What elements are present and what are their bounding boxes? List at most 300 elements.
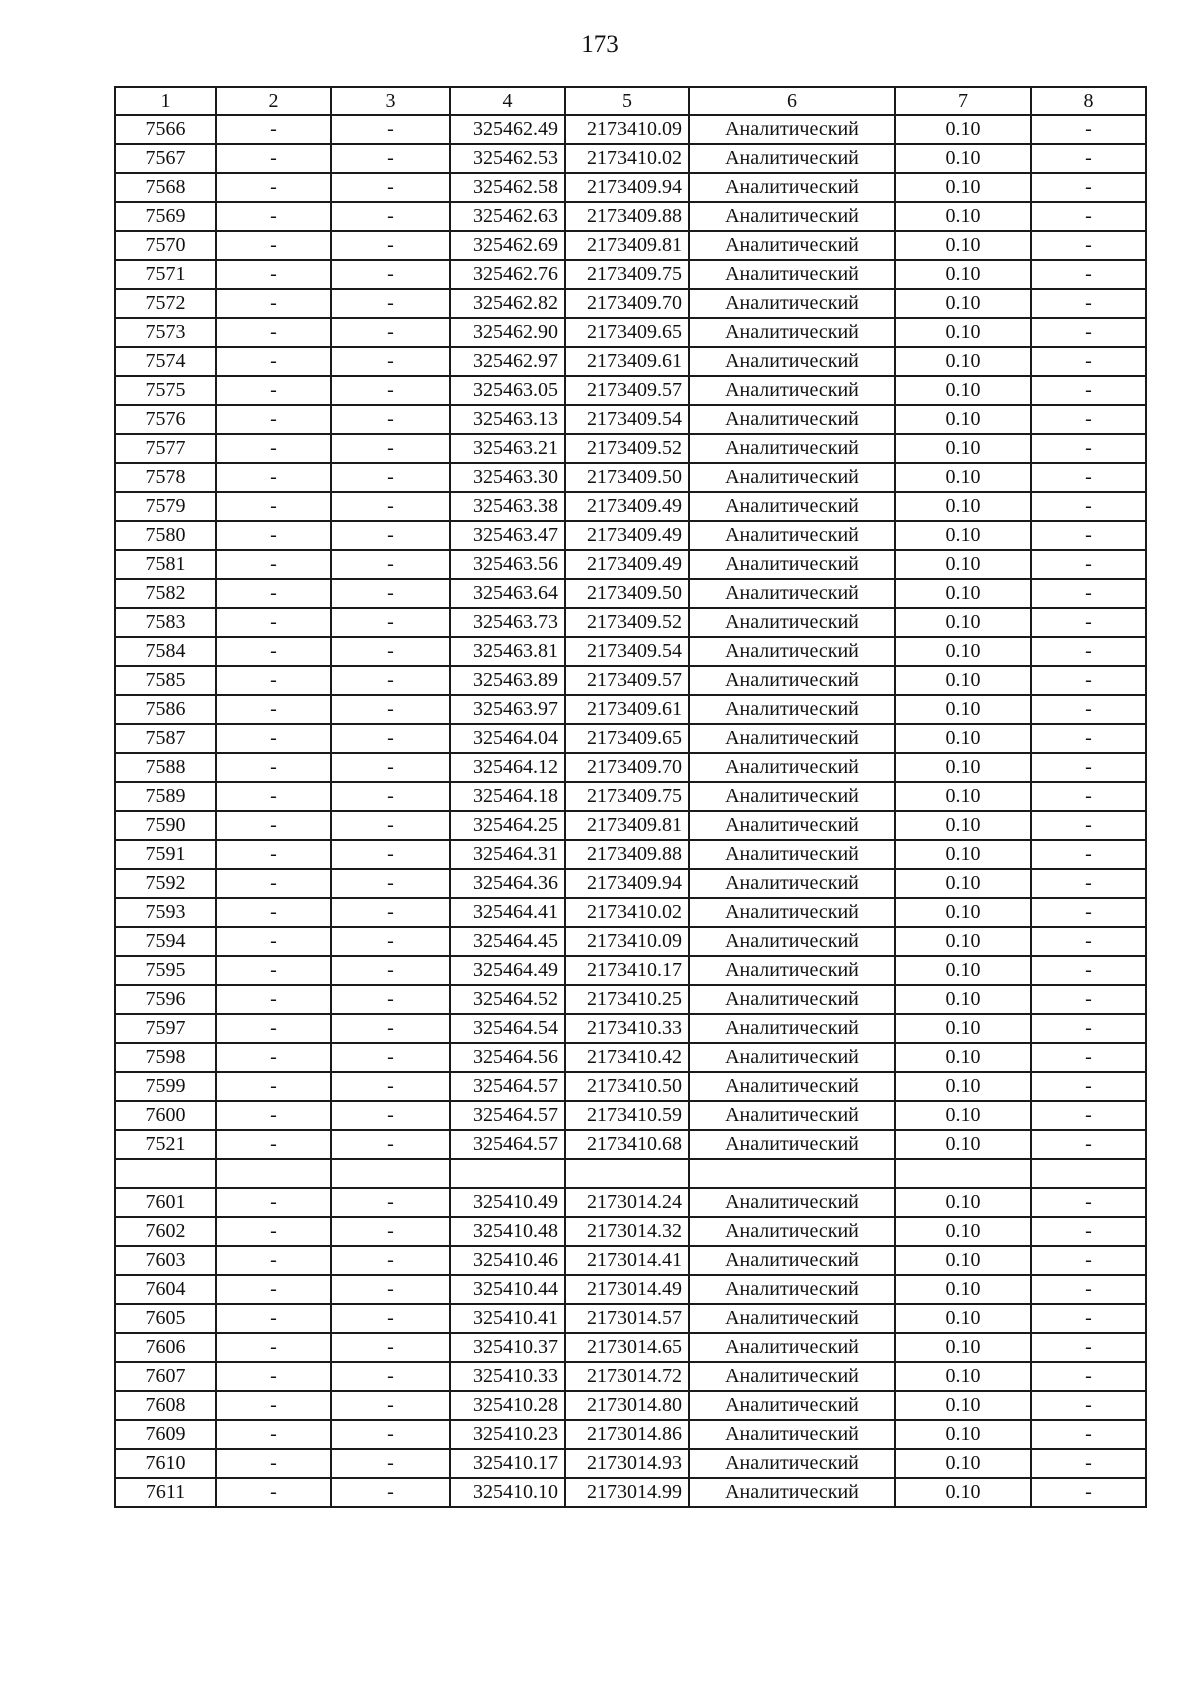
cell-col-3: -: [331, 1014, 450, 1043]
cell-coord-x: 325410.41: [450, 1304, 565, 1333]
table-row: [115, 1159, 1146, 1188]
table-row: [115, 724, 1146, 753]
cell-col-2: -: [216, 115, 331, 144]
cell-method: Аналитический: [689, 579, 895, 608]
cell-point-number: 7585: [115, 666, 216, 695]
table-row: [115, 376, 1146, 405]
column-header-1: 1: [115, 87, 216, 115]
table-row: [115, 492, 1146, 521]
cell-coord-x: 325410.33: [450, 1362, 565, 1391]
cell-col-3: -: [331, 1188, 450, 1217]
cell-accuracy: 0.10: [895, 318, 1031, 347]
cell-coord-x: 325464.36: [450, 869, 565, 898]
cell-point-number: 7598: [115, 1043, 216, 1072]
cell-col-2: -: [216, 1478, 331, 1507]
cell-method: Аналитический: [689, 318, 895, 347]
cell-point-number: 7604: [115, 1275, 216, 1304]
cell-coord-x: 325463.13: [450, 405, 565, 434]
cell-accuracy: 0.10: [895, 289, 1031, 318]
cell-col-8: -: [1031, 1304, 1146, 1333]
cell-col-2: -: [216, 318, 331, 347]
table-row: [115, 1449, 1146, 1478]
cell-accuracy: 0.10: [895, 637, 1031, 666]
cell-coord-x: 325410.49: [450, 1188, 565, 1217]
cell-method: Аналитический: [689, 463, 895, 492]
cell-coord-x: 325464.56: [450, 1043, 565, 1072]
cell-accuracy: 0.10: [895, 231, 1031, 260]
cell-accuracy: 0.10: [895, 173, 1031, 202]
cell-col-2: -: [216, 811, 331, 840]
cell-method: Аналитический: [689, 434, 895, 463]
cell-coord-x: 325462.63: [450, 202, 565, 231]
table-row: [115, 695, 1146, 724]
cell-method: Аналитический: [689, 173, 895, 202]
cell-col-8: -: [1031, 231, 1146, 260]
cell-point-number: 7567: [115, 144, 216, 173]
table-row: [115, 231, 1146, 260]
cell-coord-y: 2173409.49: [565, 550, 689, 579]
cell-coord-y: 2173410.68: [565, 1130, 689, 1159]
table-row: [115, 463, 1146, 492]
cell-accuracy: 0.10: [895, 202, 1031, 231]
cell-method: Аналитический: [689, 724, 895, 753]
cell-col-2: -: [216, 1362, 331, 1391]
cell-point-number: 7595: [115, 956, 216, 985]
cell-point-number: 7579: [115, 492, 216, 521]
cell-coord-y: 2173409.49: [565, 521, 689, 550]
cell-coord-y: 2173409.50: [565, 579, 689, 608]
cell-col-3: [331, 1159, 450, 1188]
table-row: [115, 202, 1146, 231]
cell-col-3: -: [331, 1043, 450, 1072]
table-row: [115, 318, 1146, 347]
cell-col-2: -: [216, 1014, 331, 1043]
table-row: [115, 1304, 1146, 1333]
cell-coord-y: 2173409.57: [565, 376, 689, 405]
table-row: [115, 840, 1146, 869]
cell-col-8: -: [1031, 405, 1146, 434]
cell-method: Аналитический: [689, 782, 895, 811]
cell-col-8: -: [1031, 637, 1146, 666]
cell-col-2: -: [216, 231, 331, 260]
table-row: [115, 289, 1146, 318]
cell-point-number: 7601: [115, 1188, 216, 1217]
cell-method: Аналитический: [689, 347, 895, 376]
cell-method: Аналитический: [689, 1304, 895, 1333]
cell-coord-x: 325464.45: [450, 927, 565, 956]
cell-col-8: -: [1031, 666, 1146, 695]
cell-coord-x: 325463.38: [450, 492, 565, 521]
cell-col-2: -: [216, 1333, 331, 1362]
cell-coord-y: 2173014.41: [565, 1246, 689, 1275]
cell-col-8: -: [1031, 956, 1146, 985]
cell-method: Аналитический: [689, 1217, 895, 1246]
cell-point-number: 7608: [115, 1391, 216, 1420]
cell-coord-y: 2173409.65: [565, 318, 689, 347]
cell-col-2: -: [216, 173, 331, 202]
cell-coord-x: 325464.57: [450, 1130, 565, 1159]
cell-col-8: -: [1031, 1188, 1146, 1217]
cell-point-number: 7588: [115, 753, 216, 782]
table-row: [115, 1101, 1146, 1130]
cell-point-number: 7587: [115, 724, 216, 753]
table-row: [115, 434, 1146, 463]
cell-accuracy: 0.10: [895, 840, 1031, 869]
cell-col-3: -: [331, 1130, 450, 1159]
cell-col-8: -: [1031, 927, 1146, 956]
cell-coord-y: 2173014.80: [565, 1391, 689, 1420]
cell-col-2: -: [216, 550, 331, 579]
cell-accuracy: 0.10: [895, 782, 1031, 811]
cell-col-2: -: [216, 463, 331, 492]
cell-accuracy: 0.10: [895, 1101, 1031, 1130]
cell-point-number: 7599: [115, 1072, 216, 1101]
cell-coord-y: 2173409.50: [565, 463, 689, 492]
cell-coord-x: 325464.57: [450, 1101, 565, 1130]
cell-accuracy: 0.10: [895, 1246, 1031, 1275]
cell-col-3: -: [331, 753, 450, 782]
cell-point-number: 7607: [115, 1362, 216, 1391]
cell-point-number: 7603: [115, 1246, 216, 1275]
cell-col-8: -: [1031, 521, 1146, 550]
cell-coord-y: 2173410.09: [565, 927, 689, 956]
cell-col-8: -: [1031, 1449, 1146, 1478]
cell-coord-x: 325464.52: [450, 985, 565, 1014]
cell-col-2: -: [216, 985, 331, 1014]
column-header-5: 5: [565, 87, 689, 115]
cell-coord-x: [450, 1159, 565, 1188]
cell-accuracy: 0.10: [895, 1333, 1031, 1362]
cell-method: Аналитический: [689, 521, 895, 550]
cell-col-3: -: [331, 1275, 450, 1304]
page-number: 173: [581, 31, 619, 58]
cell-coord-y: 2173409.70: [565, 289, 689, 318]
cell-accuracy: 0.10: [895, 376, 1031, 405]
cell-coord-y: 2173409.75: [565, 260, 689, 289]
table-row: [115, 1391, 1146, 1420]
cell-coord-x: 325463.64: [450, 579, 565, 608]
cell-point-number: 7583: [115, 608, 216, 637]
cell-point-number: 7570: [115, 231, 216, 260]
cell-col-8: -: [1031, 289, 1146, 318]
cell-point-number: 7573: [115, 318, 216, 347]
cell-col-3: -: [331, 724, 450, 753]
cell-col-2: -: [216, 1275, 331, 1304]
cell-col-8: -: [1031, 463, 1146, 492]
table-row: [115, 173, 1146, 202]
cell-col-3: -: [331, 260, 450, 289]
cell-col-8: -: [1031, 1014, 1146, 1043]
cell-col-3: -: [331, 376, 450, 405]
cell-col-3: -: [331, 637, 450, 666]
cell-col-8: -: [1031, 260, 1146, 289]
cell-method: Аналитический: [689, 898, 895, 927]
cell-col-2: -: [216, 202, 331, 231]
cell-coord-x: 325464.57: [450, 1072, 565, 1101]
cell-col-8: -: [1031, 1101, 1146, 1130]
cell-col-3: -: [331, 956, 450, 985]
cell-accuracy: 0.10: [895, 463, 1031, 492]
cell-col-3: -: [331, 666, 450, 695]
table-row: [115, 1420, 1146, 1449]
cell-coord-y: 2173409.88: [565, 202, 689, 231]
cell-coord-y: 2173409.52: [565, 608, 689, 637]
cell-accuracy: 0.10: [895, 1449, 1031, 1478]
cell-accuracy: 0.10: [895, 869, 1031, 898]
cell-coord-x: 325463.47: [450, 521, 565, 550]
cell-col-3: -: [331, 492, 450, 521]
table-row: [115, 579, 1146, 608]
cell-method: Аналитический: [689, 1333, 895, 1362]
cell-col-3: -: [331, 579, 450, 608]
cell-accuracy: 0.10: [895, 1188, 1031, 1217]
cell-accuracy: 0.10: [895, 985, 1031, 1014]
cell-col-3: -: [331, 695, 450, 724]
cell-point-number: 7600: [115, 1101, 216, 1130]
cell-col-8: -: [1031, 347, 1146, 376]
cell-col-8: -: [1031, 782, 1146, 811]
cell-method: Аналитический: [689, 1246, 895, 1275]
cell-method: Аналитический: [689, 1362, 895, 1391]
cell-col-2: -: [216, 521, 331, 550]
cell-col-3: -: [331, 347, 450, 376]
cell-col-3: -: [331, 898, 450, 927]
cell-accuracy: 0.10: [895, 927, 1031, 956]
cell-col-8: -: [1031, 753, 1146, 782]
cell-col-3: -: [331, 811, 450, 840]
table-row: [115, 144, 1146, 173]
cell-point-number: 7589: [115, 782, 216, 811]
cell-coord-y: 2173410.02: [565, 898, 689, 927]
cell-col-8: -: [1031, 1362, 1146, 1391]
cell-accuracy: 0.10: [895, 144, 1031, 173]
cell-coord-y: 2173409.94: [565, 869, 689, 898]
cell-method: Аналитический: [689, 1275, 895, 1304]
cell-coord-x: 325410.46: [450, 1246, 565, 1275]
cell-accuracy: 0.10: [895, 608, 1031, 637]
cell-col-2: -: [216, 927, 331, 956]
cell-col-2: -: [216, 434, 331, 463]
cell-accuracy: 0.10: [895, 115, 1031, 144]
cell-col-2: -: [216, 347, 331, 376]
cell-coord-y: 2173014.93: [565, 1449, 689, 1478]
table-row: [115, 811, 1146, 840]
cell-col-3: -: [331, 840, 450, 869]
table-row: [115, 666, 1146, 695]
table-row: [115, 1130, 1146, 1159]
cell-coord-y: 2173409.54: [565, 637, 689, 666]
cell-coord-x: 325462.69: [450, 231, 565, 260]
cell-col-8: -: [1031, 1478, 1146, 1507]
cell-col-8: -: [1031, 492, 1146, 521]
cell-col-3: -: [331, 1333, 450, 1362]
cell-col-2: -: [216, 579, 331, 608]
table-row: [115, 405, 1146, 434]
cell-coord-y: 2173410.17: [565, 956, 689, 985]
cell-point-number: 7578: [115, 463, 216, 492]
cell-coord-y: 2173409.57: [565, 666, 689, 695]
cell-coord-x: 325463.97: [450, 695, 565, 724]
cell-method: Аналитический: [689, 1391, 895, 1420]
cell-col-3: -: [331, 608, 450, 637]
cell-col-2: -: [216, 1304, 331, 1333]
cell-coord-y: 2173410.25: [565, 985, 689, 1014]
cell-coord-y: 2173410.33: [565, 1014, 689, 1043]
cell-col-3: -: [331, 144, 450, 173]
cell-accuracy: 0.10: [895, 1478, 1031, 1507]
cell-coord-y: 2173014.72: [565, 1362, 689, 1391]
cell-coord-x: 325464.18: [450, 782, 565, 811]
cell-col-3: -: [331, 1478, 450, 1507]
cell-accuracy: 0.10: [895, 1275, 1031, 1304]
cell-method: Аналитический: [689, 608, 895, 637]
cell-accuracy: 0.10: [895, 579, 1031, 608]
table-row: [115, 1014, 1146, 1043]
cell-col-8: -: [1031, 550, 1146, 579]
cell-accuracy: 0.10: [895, 434, 1031, 463]
cell-method: Аналитический: [689, 666, 895, 695]
coordinates-table: [114, 86, 1147, 1508]
table-row: [115, 1072, 1146, 1101]
cell-col-8: -: [1031, 202, 1146, 231]
table-row: [115, 521, 1146, 550]
cell-accuracy: 0.10: [895, 492, 1031, 521]
column-header-6: 6: [689, 87, 895, 115]
cell-col-2: -: [216, 492, 331, 521]
cell-col-2: -: [216, 1420, 331, 1449]
table-row: [115, 1478, 1146, 1507]
cell-method: Аналитический: [689, 927, 895, 956]
cell-col-3: -: [331, 927, 450, 956]
cell-coord-x: 325463.30: [450, 463, 565, 492]
cell-col-8: -: [1031, 376, 1146, 405]
cell-coord-y: 2173014.86: [565, 1420, 689, 1449]
cell-point-number: 7594: [115, 927, 216, 956]
cell-col-8: -: [1031, 985, 1146, 1014]
cell-coord-y: 2173409.70: [565, 753, 689, 782]
cell-coord-y: 2173409.52: [565, 434, 689, 463]
cell-col-2: -: [216, 376, 331, 405]
cell-coord-y: 2173409.65: [565, 724, 689, 753]
cell-col-3: -: [331, 1391, 450, 1420]
cell-col-8: -: [1031, 1333, 1146, 1362]
cell-method: Аналитический: [689, 1101, 895, 1130]
cell-point-number: 7586: [115, 695, 216, 724]
cell-col-3: -: [331, 869, 450, 898]
cell-col-2: -: [216, 1043, 331, 1072]
cell-col-2: -: [216, 1217, 331, 1246]
cell-col-3: -: [331, 1362, 450, 1391]
cell-point-number: 7576: [115, 405, 216, 434]
table-row: [115, 1246, 1146, 1275]
table-row: [115, 753, 1146, 782]
cell-coord-y: 2173014.24: [565, 1188, 689, 1217]
cell-coord-x: 325463.56: [450, 550, 565, 579]
cell-accuracy: 0.10: [895, 1304, 1031, 1333]
cell-col-2: -: [216, 1246, 331, 1275]
cell-col-3: -: [331, 1304, 450, 1333]
cell-coord-x: 325410.10: [450, 1478, 565, 1507]
cell-point-number: 7566: [115, 115, 216, 144]
cell-col-2: -: [216, 144, 331, 173]
cell-coord-y: 2173014.57: [565, 1304, 689, 1333]
cell-col-3: -: [331, 985, 450, 1014]
cell-method: Аналитический: [689, 637, 895, 666]
cell-coord-x: 325464.25: [450, 811, 565, 840]
table-row: [115, 550, 1146, 579]
cell-col-3: -: [331, 782, 450, 811]
cell-col-8: -: [1031, 840, 1146, 869]
cell-coord-x: 325464.54: [450, 1014, 565, 1043]
table-row: [115, 115, 1146, 144]
cell-col-2: -: [216, 1391, 331, 1420]
cell-accuracy: 0.10: [895, 521, 1031, 550]
cell-method: Аналитический: [689, 1014, 895, 1043]
cell-coord-x: 325410.23: [450, 1420, 565, 1449]
cell-coord-y: 2173409.61: [565, 347, 689, 376]
cell-method: Аналитический: [689, 1072, 895, 1101]
cell-coord-y: 2173409.49: [565, 492, 689, 521]
cell-accuracy: 0.10: [895, 1391, 1031, 1420]
cell-coord-y: 2173409.81: [565, 811, 689, 840]
cell-coord-x: 325410.48: [450, 1217, 565, 1246]
cell-coord-x: 325464.31: [450, 840, 565, 869]
cell-coord-y: 2173410.50: [565, 1072, 689, 1101]
cell-col-2: -: [216, 1101, 331, 1130]
cell-point-number: 7575: [115, 376, 216, 405]
cell-point-number: 7597: [115, 1014, 216, 1043]
cell-coord-x: 325463.81: [450, 637, 565, 666]
table-row: [115, 608, 1146, 637]
cell-col-2: -: [216, 840, 331, 869]
cell-method: Аналитический: [689, 869, 895, 898]
cell-method: Аналитический: [689, 811, 895, 840]
cell-accuracy: 0.10: [895, 1072, 1031, 1101]
cell-method: Аналитический: [689, 376, 895, 405]
cell-col-2: [216, 1159, 331, 1188]
cell-coord-y: 2173409.75: [565, 782, 689, 811]
cell-coord-y: 2173409.61: [565, 695, 689, 724]
cell-point-number: 7605: [115, 1304, 216, 1333]
cell-col-3: -: [331, 202, 450, 231]
cell-coord-y: 2173410.59: [565, 1101, 689, 1130]
cell-coord-x: 325462.82: [450, 289, 565, 318]
cell-method: Аналитический: [689, 115, 895, 144]
cell-coord-y: 2173014.99: [565, 1478, 689, 1507]
cell-coord-x: 325410.37: [450, 1333, 565, 1362]
cell-accuracy: 0.10: [895, 666, 1031, 695]
cell-coord-y: 2173409.88: [565, 840, 689, 869]
cell-coord-y: 2173409.94: [565, 173, 689, 202]
cell-coord-x: 325410.17: [450, 1449, 565, 1478]
table-row: [115, 898, 1146, 927]
cell-col-2: -: [216, 260, 331, 289]
cell-point-number: 7521: [115, 1130, 216, 1159]
column-header-2: 2: [216, 87, 331, 115]
cell-method: Аналитический: [689, 985, 895, 1014]
cell-col-8: -: [1031, 724, 1146, 753]
cell-col-2: -: [216, 608, 331, 637]
cell-col-3: -: [331, 289, 450, 318]
cell-point-number: 7571: [115, 260, 216, 289]
cell-coord-x: 325464.04: [450, 724, 565, 753]
cell-coord-y: 2173014.65: [565, 1333, 689, 1362]
cell-col-3: -: [331, 1449, 450, 1478]
cell-coord-x: 325462.76: [450, 260, 565, 289]
cell-col-3: -: [331, 434, 450, 463]
cell-point-number: 7581: [115, 550, 216, 579]
cell-accuracy: 0.10: [895, 1217, 1031, 1246]
